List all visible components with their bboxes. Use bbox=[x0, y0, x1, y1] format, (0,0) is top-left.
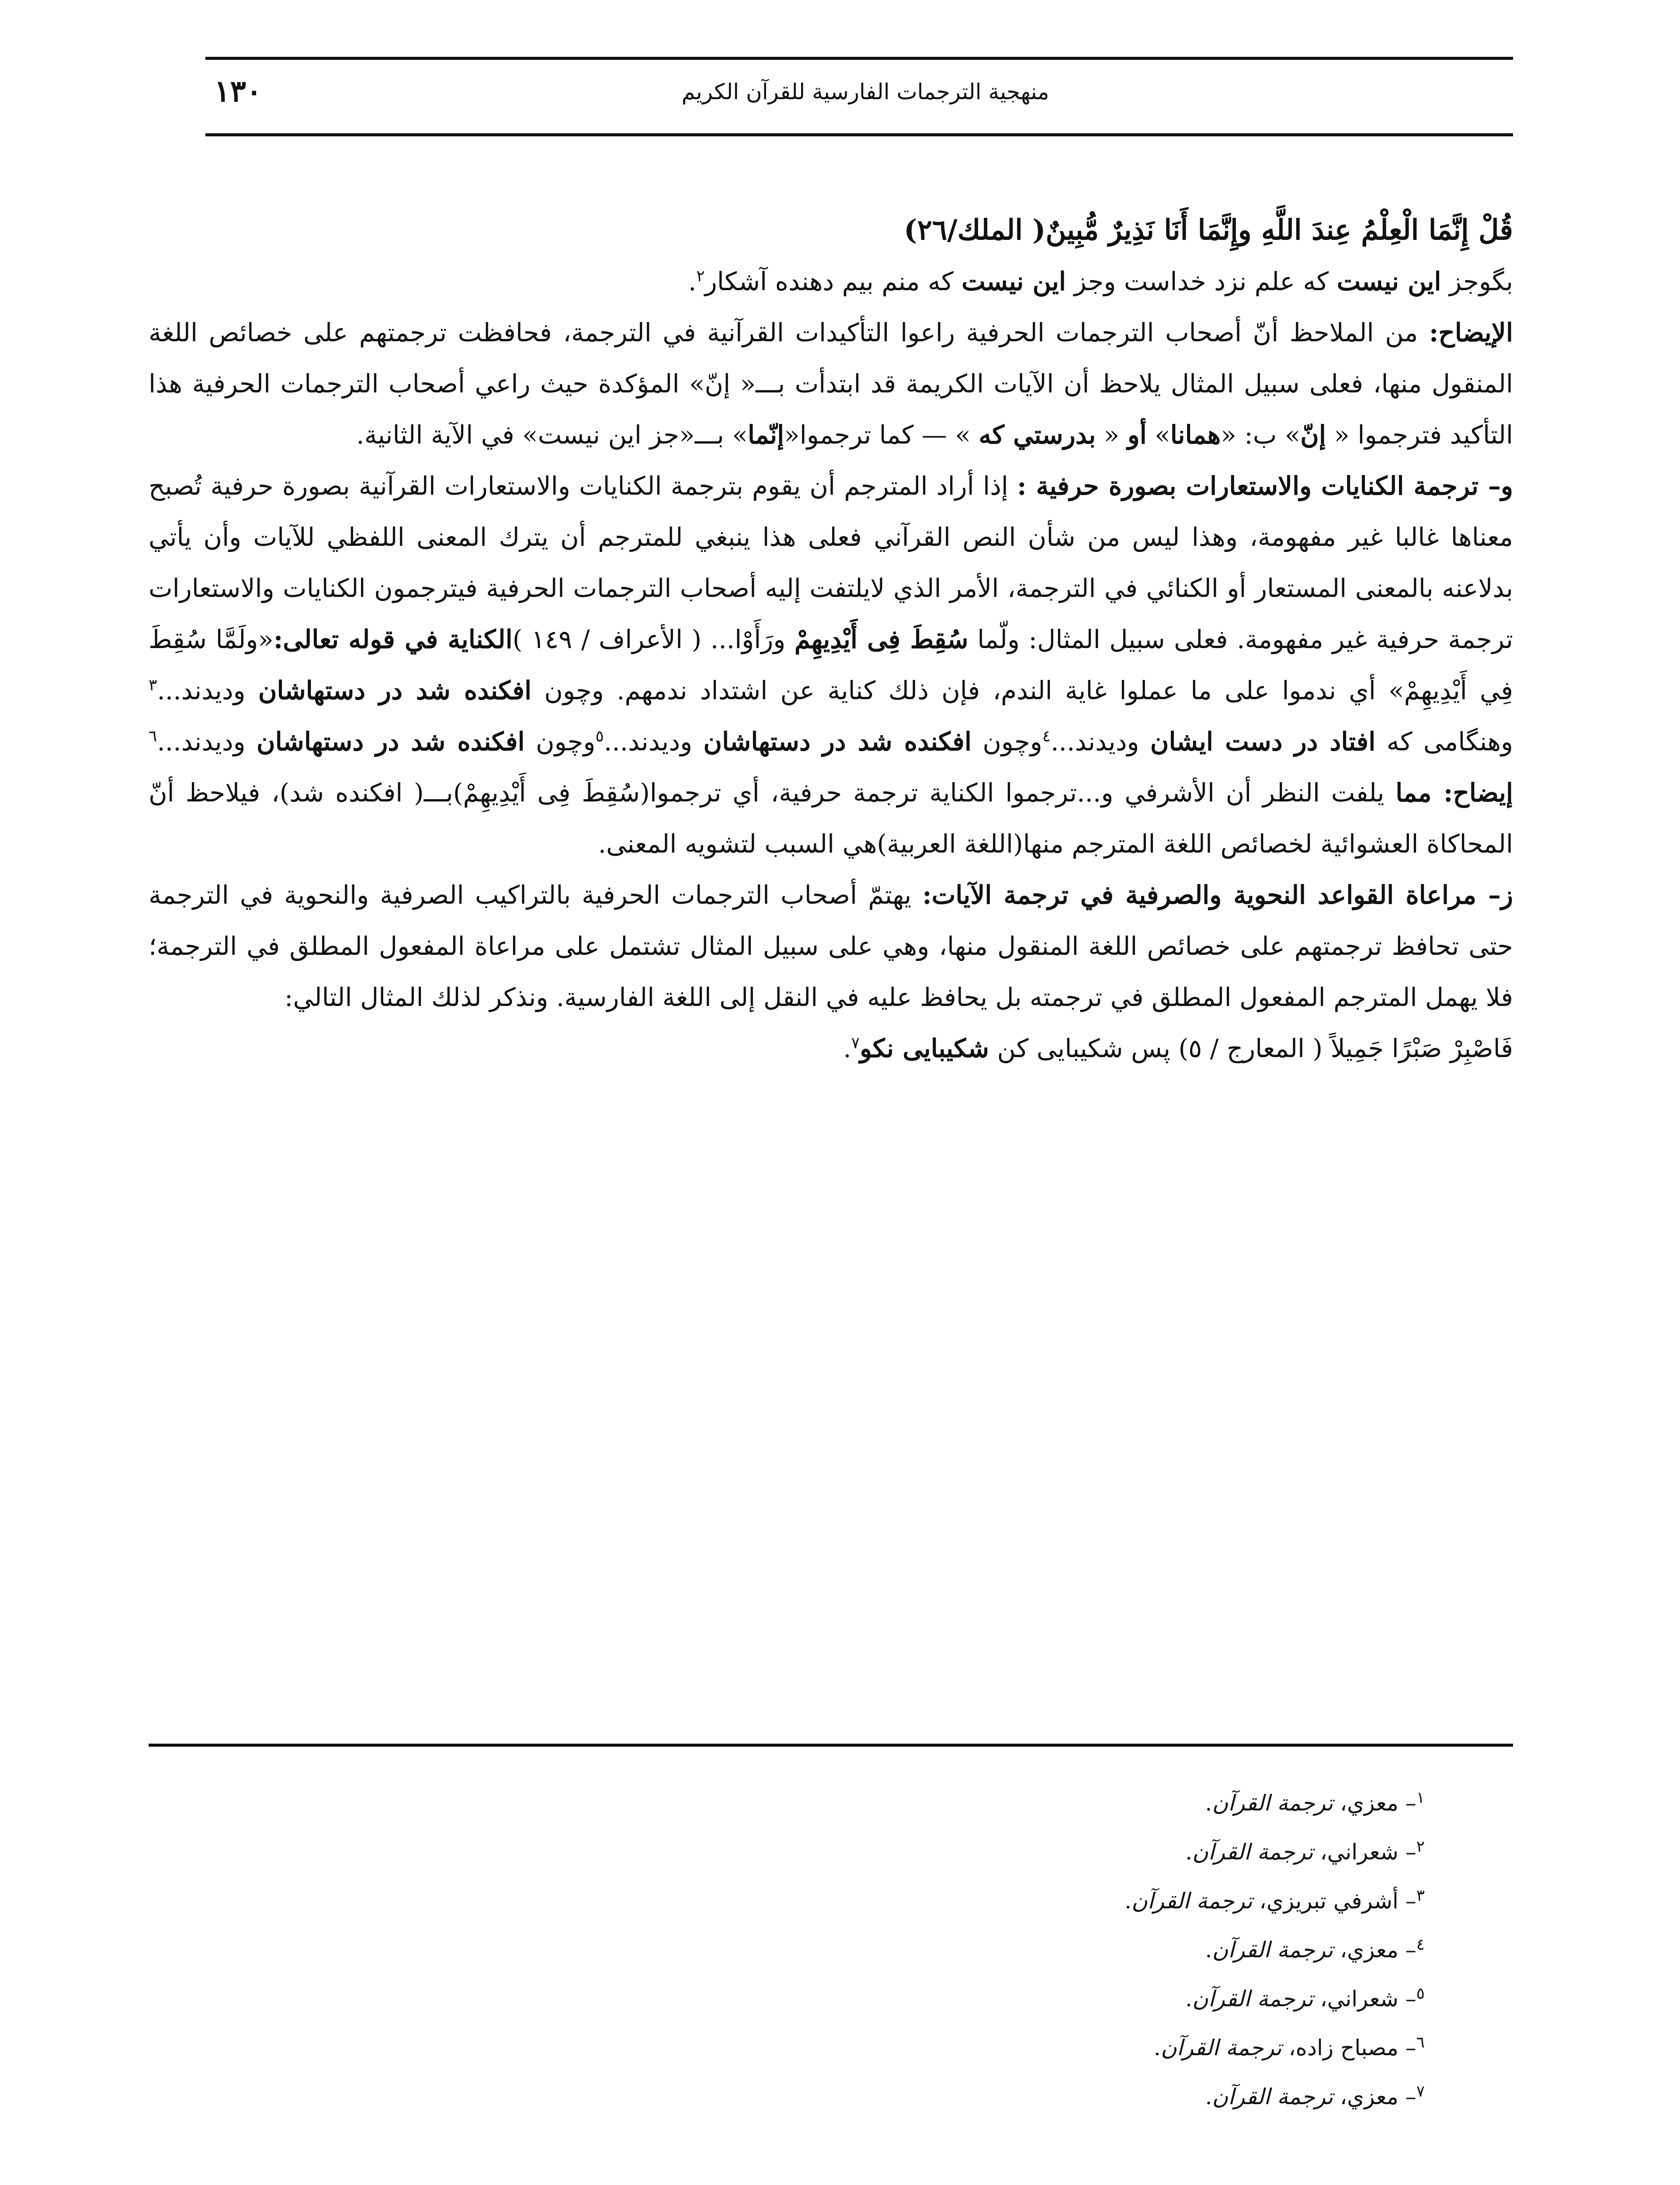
footnotes bbox=[149, 1779, 1425, 2121]
persian-translation-1: بگوجز اين نيست كه علم نزد خداست وجز اين نيست كه منم بيم دهنده آشكار$^٢$. bbox=[688, 267, 1513, 296]
running-header bbox=[205, 57, 1513, 136]
running-title: منهجية الترجمات الفارسية للقرآن الكريم bbox=[681, 79, 1049, 104]
section-grammar: ز– مراعاة القواعد النحوية والصرفية في ترجمة الآيات: يهتمّ أصحاب الترجمات الحرفية بالتراكيب الصرفية والنحوية في الترجمة حتى تحافظ ترجمتهم على خصائص اللغة المنقول منها، وهي على سبيل المثال تشتمل على مراعاة المفعول المطلق في الترجمة؛ فلا يهمل المترجم المفعول المطلق في ترجمته بل يحافظ عليه في النقل إلى اللغة الفارسية. ونذكر لذلك المثال التالي: bbox=[149, 880, 1513, 1012]
footnote-3: $^٣$– أشرفي تبريزي، ترجمة القرآن. bbox=[1125, 1887, 1425, 1914]
idah-paragraph: الإيضاح: من الملاحظ أنّ أصحاب الترجمات الحرفية راعوا التأكيدات القرآنية في الترجمة، فحافظت ترجمتهم على خصائص اللغة المنقول منها، فعلى سبيل المثال يلاحظ أن الآيات الكريمة قد ابتدأت بـــ« إنّ» المؤكدة حيث راعي أصحاب الترجمات الحرفية هذا التأكيد فترجموا « إنّ» ب: «همانا» أو « بدرستي كه » — كما ترجموا«إنّما» بـــ«جز اين نيست» في الآية الثانية. bbox=[149, 318, 1513, 450]
footnote-2: $^٢$– شعراني، ترجمة القرآن. bbox=[1185, 1838, 1425, 1865]
body-text bbox=[149, 205, 1513, 1074]
section-metaphors: و– ترجمة الكنايات والاستعارات بصورة حرفية : إذا أراد المترجم أن يقوم بترجمة الكنايات والاستعارات القرآنية بصورة حرفية تُصبح معناها غالبا غير مفهومة، وهذا ليس من شأن النص القرآني فعلى هذا ينبغي للمترجم أن يترك المعنى اللفظي للآيات وأن يأتي بدلاعنه بالمعنى المستعار أو الكنائي في الترجمة، الأمر الذي لايلتفت إليه أصحاب الترجمات الحرفية فيترجمون الكنايات والاستعارات ترجمة حرفية غير مفهومة. فعلى سبيل المثال: ولّما سُقِطَ فِى أَيْدِيهِمْ ورَأَوْا... ( الأعراف / ١٤٩ )الكناية في قوله تعالى:«ولَمَّا سُقِطَ فِي أَيْدِيهِمْ» أي ندموا على ما عملوا غاية الندم، فإن ذلك كناية عن اشتداد ندمهم. وچون افكنده شد در دستهاشان وديدند...$^٣$ وهنگامى كه افتاد در دست ايشان وديدند...$^٤$وچون افكنده شد در دستهاشان وديدند...$^٥$وچون افكنده شد در دستهاشان وديدند...$^٦$ إيضاح: مما يلفت النظر أن الأشرفي و...ترجموا الكناية ترجمة حرفية، أي ترجموا(سُقِطَ فِى أَيْدِيهِمْ)بـــ( افكنده شد)، فيلاحظ أنّ المحاكاة العشوائية لخصائص اللغة المترجم منها(اللغة العربية)هي السبب لتشويه المعنى. bbox=[149, 471, 1513, 859]
page-number: ١٣٠ bbox=[214, 74, 262, 109]
quran-verse: قُلْ إِنَّمَا الْعِلْمُ عِندَ اللَّهِ وإِنَّمَا أَنَا نَذِيرٌ مُّبِينٌ( الملك/٢٦) bbox=[904, 214, 1513, 246]
footnote-1: $^١$– معزي، ترجمة القرآن. bbox=[1205, 1789, 1425, 1816]
footnote-6: $^٦$– مصباح زاده، ترجمة القرآن. bbox=[1154, 2033, 1425, 2060]
footnote-5: $^٥$– شعراني، ترجمة القرآن. bbox=[1185, 1984, 1425, 2012]
grammar-example: فَاصْبِرْ صَبْرًا جَمِيلاً ( المعارج / ٥) پس شكيبايى كن شكيبايى نكو$^٧$. bbox=[843, 1034, 1513, 1063]
footnote-separator bbox=[149, 1744, 1513, 1747]
footnote-4: $^٤$– معزي، ترجمة القرآن. bbox=[1205, 1935, 1425, 1963]
footnote-7: $^٧$– معزي، ترجمة القرآن. bbox=[1205, 2082, 1425, 2109]
